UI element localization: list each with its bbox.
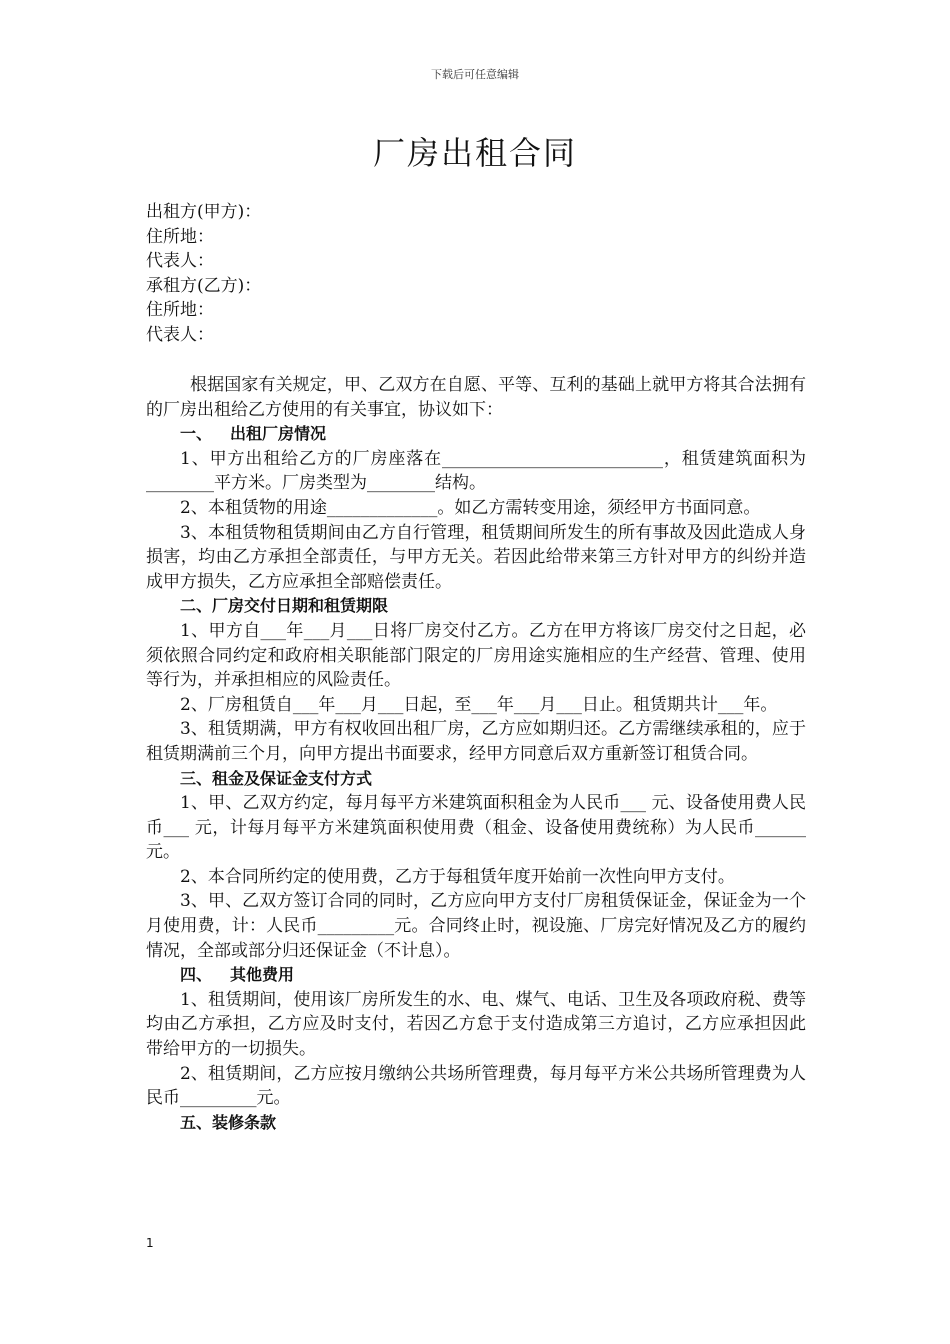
lessor-address-label: 住所地： — [146, 226, 214, 247]
document-title: 厂房出租合同 — [372, 134, 577, 172]
section-number: 二、 — [180, 596, 213, 616]
lessor-representative-label: 代表人： — [146, 251, 214, 272]
section-number: 三、 — [180, 768, 213, 788]
section-title: 厂房交付日期和租赁期限 — [212, 596, 389, 616]
section-heading-5 — [146, 1111, 806, 1136]
clause-1-3: 3、本租赁物租赁期间由乙方自行管理，租赁期间所发生的所有事故及因此造成人身损害，均由乙方承担全部责任，与甲方无关。若因此给带来第三方针对甲方的纠纷并造成甲方损失，乙方应承担全部赔偿责任。 — [146, 522, 806, 592]
section-heading-2 — [146, 594, 806, 619]
section-title: 装修条款 — [212, 1112, 277, 1132]
clause-1-2: 2、本租赁物的用途_____________。如乙方需转变用途，须经甲方书面同意。 — [180, 497, 761, 518]
section-heading-4 — [146, 963, 806, 988]
clause-3-1: 1、甲、乙双方约定，每月每平方米建筑面积租金为人民币___ 元、设备使用费人民币___ 元，计每月每平方米建筑面积使用费（租金、设备使用费统称）为人民币______元。 — [146, 793, 806, 863]
lessee-representative-label: 代表人： — [146, 324, 214, 345]
page-number: 1 — [146, 1236, 154, 1250]
section-heading-1 — [146, 422, 806, 447]
section-title: 其他费用 — [230, 965, 295, 985]
section-title: 租金及保证金支付方式 — [212, 768, 373, 788]
section-number: 五、 — [180, 1112, 213, 1132]
clause-2-3: 3、租赁期满，甲方有权收回出租厂房，乙方应如期归还。乙方需继续承租的，应于租赁期满前三个月，向甲方提出书面要求，经甲方同意后双方重新签订租赁合同。 — [146, 719, 806, 764]
clause-2-1: 1、甲方自___年___月___日将厂房交付乙方。乙方在甲方将该厂房交付之日起，必须依照合同约定和政府相关职能部门限定的厂房用途实施相应的生产经营、管理、使用等行为，并承担相应的风险责任。 — [146, 620, 806, 691]
lessee-label: 承租方(乙方)： — [146, 275, 262, 296]
lessee-address-label: 住所地： — [146, 300, 214, 321]
section-heading-3 — [146, 767, 806, 792]
clause-4-2: 2、租赁期间，乙方应按月缴纳公共场所管理费，每月每平方米公共场所管理费为人民币_________元。 — [146, 1063, 806, 1109]
header-note: 下载后可任意编辑 — [431, 68, 519, 81]
parties-block — [146, 200, 806, 348]
section-number: 一、 — [180, 424, 213, 444]
clause-2-2: 2、厂房租赁自___年___月___日起，至___年___月___日止。租赁期共计___年。 — [180, 694, 778, 715]
intro-paragraph: 根据国家有关规定，甲、乙双方在自愿、平等、互利的基础上就甲方将其合法拥有的厂房出租给乙方使用的有关事宜，协议如下： — [146, 375, 806, 420]
lessor-label: 出租方(甲方)： — [146, 202, 262, 222]
clause-3-2: 2、本合同所约定的使用费，乙方于每租赁年度开始前一次性向甲方支付。 — [180, 866, 735, 887]
section-number: 四、 — [180, 965, 213, 985]
section-title: 出租厂房情况 — [230, 424, 327, 444]
clause-3-3: 3、甲、乙双方签订合同的同时，乙方应向甲方支付厂房租赁保证金，保证金为一个月使用费，计：人民币_________元。合同终止时，视设施、厂房完好情况及乙方的履约情况，全部或部分归还保证金（不计息）。 — [146, 891, 806, 961]
contract-body — [146, 373, 806, 1135]
clause-4-1: 1、租赁期间，使用该厂房所发生的水、电、煤气、电话、卫生及各项政府税、费等均由乙方承担，乙方应及时支付，若因乙方怠于支付造成第三方追讨，乙方应承担因此带给甲方的一切损失。 — [146, 989, 806, 1060]
clause-1-1: 1、甲方出租给乙方的厂房座落在__________________________，租赁建筑面积为 ________平方米。厂房类型为________结构。 — [146, 448, 806, 494]
